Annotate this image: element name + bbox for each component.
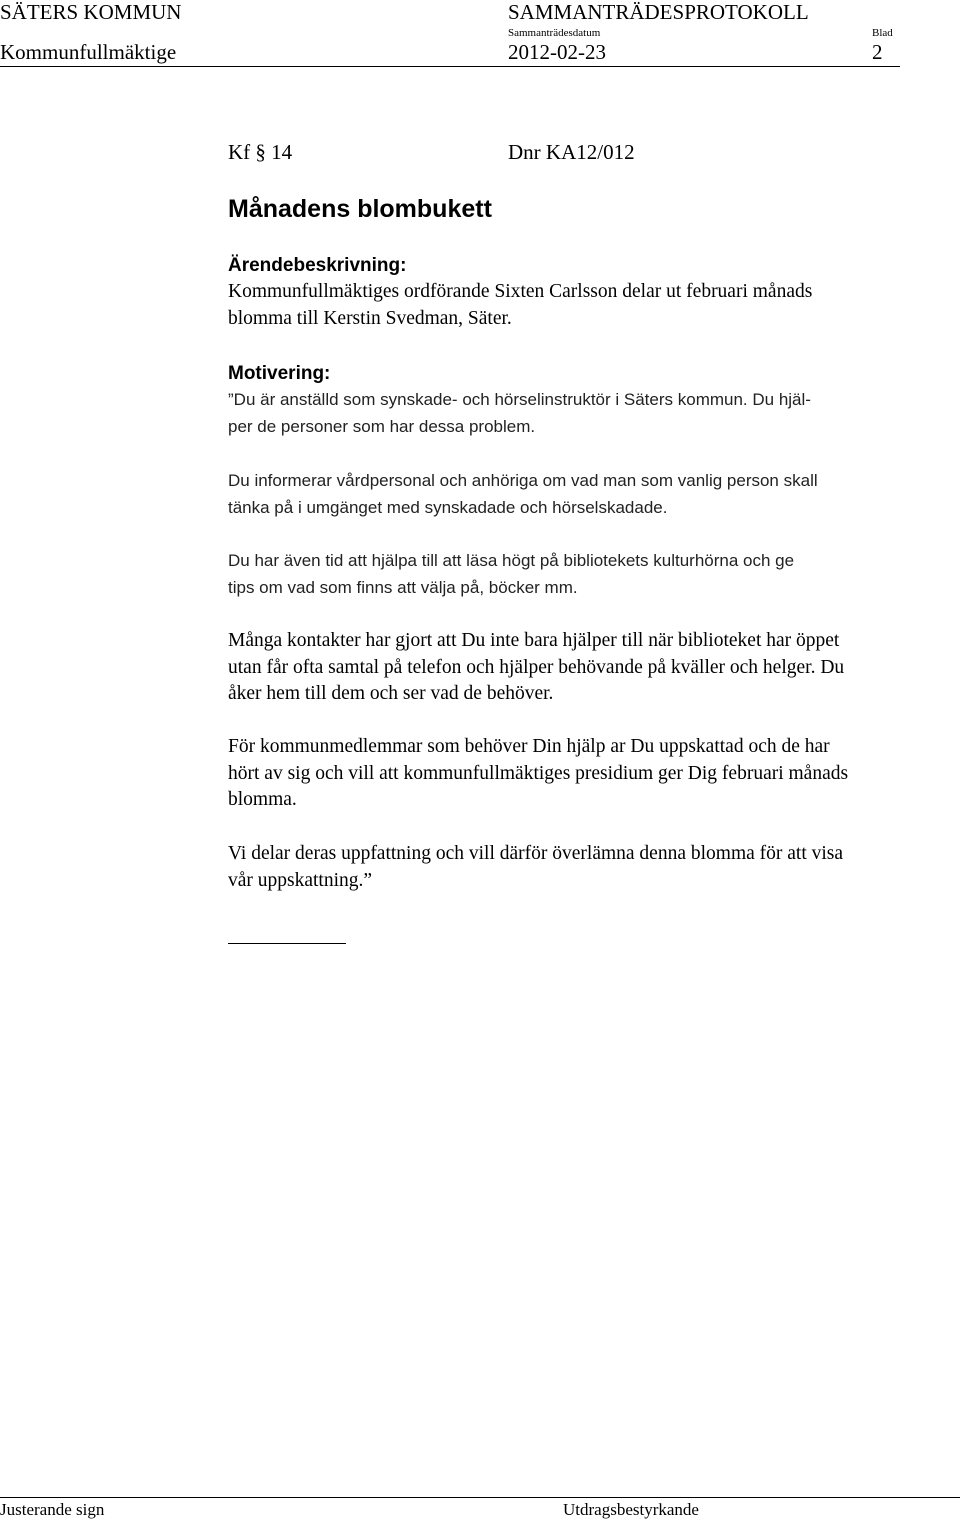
motivation-line: tänka på i umgänget med synskadade och hörselskadade. bbox=[228, 497, 668, 517]
motivation-line: Du har även tid att hjälpa till att läsa högt på bibliotekets kulturhörna och ge bbox=[228, 551, 795, 570]
date-label: Sammanträdesdatum bbox=[508, 27, 601, 39]
motivation-line: tips om vad som finns att välja på, böcker mm. bbox=[228, 577, 578, 597]
municipality-name: SÄTERS KOMMUN bbox=[0, 0, 182, 24]
description-line: blomma till Kerstin Svedman, Säter. bbox=[228, 307, 512, 329]
motivation-paragraph-6 bbox=[228, 841, 958, 894]
page-number: 2 bbox=[872, 40, 883, 64]
motivation-paragraph-4 bbox=[228, 628, 958, 708]
motivation-line: Du informerar vårdpersonal och anhöriga om vad man som vanlig person skall bbox=[228, 471, 818, 490]
description-line: Kommunfullmäktiges ordförande Sixten Carlsson delar ut februari månads bbox=[228, 281, 813, 302]
motivation-line: För kommunmedlemmar som behöver Din hjälp ar Du uppskattad och de har bbox=[228, 736, 830, 757]
meeting-date: 2012-02-23 bbox=[508, 40, 606, 64]
page-label: Blad bbox=[872, 27, 893, 39]
motivation-paragraph-2 bbox=[228, 468, 958, 521]
motivation-line: Många kontakter har gjort att Du inte bara hjälper till när biblioteket har öppet bbox=[228, 630, 840, 651]
diary-number: Dnr KA12/012 bbox=[508, 140, 635, 164]
footer-divider bbox=[0, 1497, 960, 1498]
motivation-line: utan får ofta samtal på telefon och hjälper behövande på kväller och helger. Du bbox=[228, 656, 845, 678]
committee-name: Kommunfullmäktige bbox=[0, 40, 177, 64]
signature-label: Justerande sign bbox=[0, 1500, 105, 1519]
item-title: Månadens blombukett bbox=[228, 195, 492, 223]
motivation-line: per de personer som har dessa problem. bbox=[228, 416, 536, 436]
description-text bbox=[228, 279, 958, 332]
motivation-heading: Motivering: bbox=[228, 363, 331, 384]
motivation-paragraph-5 bbox=[228, 734, 958, 814]
motivation-line: åker hem till dem och ser vad de behöver. bbox=[228, 683, 554, 704]
protocol-type: SAMMANTRÄDESPROTOKOLL bbox=[508, 0, 809, 24]
motivation-line: ”Du är anställd som synskade- och hörselinstruktör i Säters kommun. Du hjäl- bbox=[228, 390, 811, 409]
description-heading: Ärendebeskrivning: bbox=[228, 255, 407, 276]
motivation-paragraph-3 bbox=[228, 548, 958, 601]
header-divider bbox=[0, 66, 900, 67]
paragraph-reference: Kf § 14 bbox=[228, 140, 293, 164]
certification-label: Utdragsbestyrkande bbox=[563, 1500, 699, 1519]
motivation-line: Vi delar deras uppfattning och vill därför överlämna denna blomma för att visa bbox=[228, 843, 844, 864]
motivation-line: blomma. bbox=[228, 789, 297, 810]
motivation-paragraph-1 bbox=[228, 387, 958, 440]
section-end-rule bbox=[228, 943, 346, 944]
motivation-line: vår uppskattning.” bbox=[228, 869, 373, 891]
motivation-line: hört av sig och vill att kommunfullmäktiges presidium ger Dig februari månads bbox=[228, 762, 849, 784]
